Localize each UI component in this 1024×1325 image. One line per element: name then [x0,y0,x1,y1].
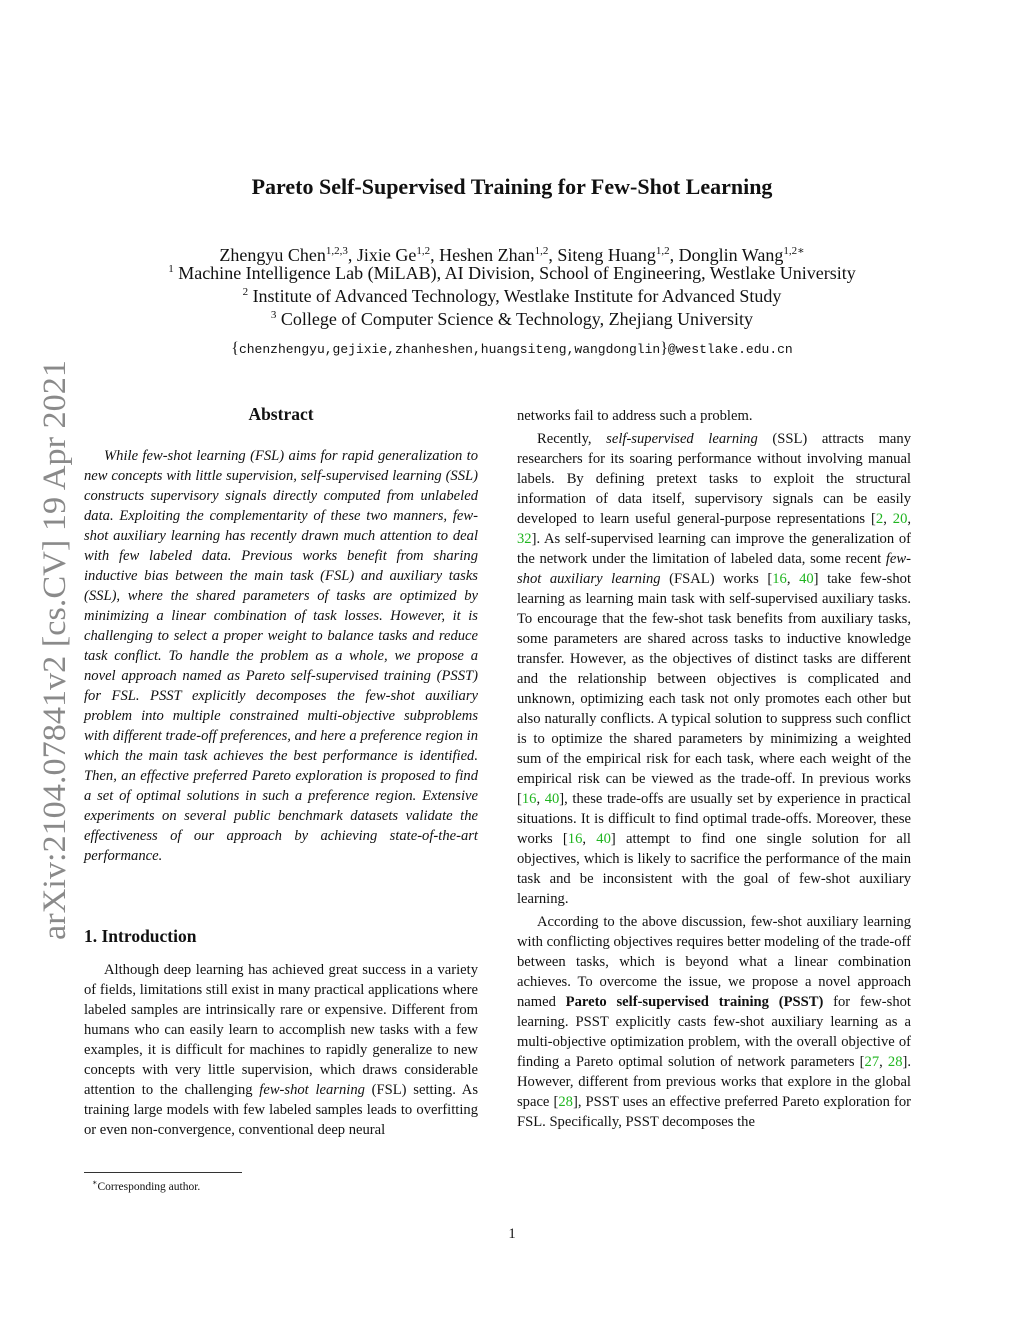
citation-link[interactable]: 40 [596,831,611,847]
citation-link[interactable]: 2 [875,511,884,527]
abstract-heading: Abstract [248,404,314,424]
citation-link[interactable]: 27 [864,1054,880,1070]
affiliation-3 [0,309,1024,330]
affil-text: College of Computer Science & Technology, Zhejiang University [280,309,754,329]
paragraph-psst: According to the above discussion, few-shot auxiliary learning with conflicting objectives requires better modeling of the trade-off between tasks, which is beyond what a linear combination achieves. To overcome the issue, we propose a novel approach named Pareto self-supervised training (PSST) for few-shot learning. PSST explicitly casts few-shot auxiliary learning as a multi-objective optimization problem, with the overall objective of finding a Pareto optimal solution of network parameters [27, 28]. However, different from previous works that explore in the global space [28], PSST uses an effective preferred Pareto exploration for FSL. Specifically, PSST decomposes the [517,914,912,1130]
email-names: chenzhengyu,gejixie,zhanheshen,huangsiteng,wangdonglin [238,342,661,357]
citation-link[interactable]: 40 [799,571,814,587]
introduction-left-column [84,960,478,1140]
affil-text: Institute of Advanced Technology, Westlake Institute for Advanced Study [252,286,782,306]
affil-number: 3 [270,309,277,321]
author-name: Zhengyu Chen [219,245,326,265]
affil-number: 1 [168,263,174,275]
author-emails [0,340,1024,358]
footnote [92,1178,200,1193]
citation-link[interactable]: 16 [772,571,787,587]
author-affil-sup: 1,2,3 [325,245,348,257]
citation-link[interactable]: 32 [517,531,532,547]
footnote-rule [84,1172,242,1173]
author-affil-sup: 1,2 [655,245,670,257]
affil-number: 2 [242,286,249,298]
arxiv-stamp-text: arXiv:2104.07841v2 [cs.CV] 19 Apr 2021 [37,380,73,940]
author-list: Zhengyu Chen$^{1,2,3}$, Jixie Ge$^{1,2}$, Heshen Zhan$^{1,2}$, Siteng Huang$^{1,2}$, Donglin Wang$^{1,2∗}$ [219,245,805,265]
author-affil-sup: 1,2 [416,245,431,257]
paragraph-ssl: Recently, self-supervised learning (SSL) attracts many researchers for its soaring performance without involving manual labels. By defining pretext tasks to exploit the structural information of data itself, supervisory signals can be easily developed to learn useful general-purpose representations [2, 20, 32]. As self-supervised learning can improve the generalization of the network under the limitation of labeled data, some recent few-shot auxiliary learning (FSAL) works [16, 40] take few-shot learning as learning main task with self-supervised auxiliary tasks. To encourage that the few-shot task benefits from auxiliary tasks, some parameters are shared across tasks to inductive knowledge transfer. However, as the objectives of distinct tasks are different and the relationship between objectives is complicated and unknown, optimizing each task not only promotes each other but also naturally conflicts. A typical solution to suppress such conflict is to optimize the shared parameters by minimizing a weighted sum of the empirical risk for each task, where each weight of the empirical risk can be viewed as the trade-off. In previous works [16, 40], these trade-offs are usually set by experience in practical situations. It is difficult to find optimal trade-offs. Moreover, these works [16, 40] attempt to find one single solution for all objectives, which is likely to sacrifice the performance of the main task and be inconsistent with the goal of few-shot auxiliary learning. [517,431,912,907]
abstract-body [84,446,478,866]
page-number: 1 [508,1226,516,1242]
abstract-text: While few-shot learning (FSL) aims for rapid generalization to new concepts with little supervision, self-supervised learning (SSL) constructs supervisory signals directly computed from unlabeled data. Exploiting the complementarity of these two manners, few-shot auxiliary learning has recently drawn much attention to deal with few labeled data. Previous works benefit from sharing inductive bias between the main task (FSL) and auxiliary tasks (SSL), where the shared parameters of tasks are optimized by minimizing a linear combination of task losses. However, it is challenging to select a proper weight to balance tasks and reduce task conflict. To handle the problem as a whole, we propose a novel approach named as Pareto self-supervised training (PSST) for FSL. PSST explicitly decomposes the few-shot auxiliary problem into multiple constrained multi-objective subproblems with different trade-off preferences, and here a preference region in which the main task achieves the best performance is identified. Then, an effective preferred Pareto exploration is proposed to find a set of optimal solutions in such a preference region. Extensive experiments on several public benchmark datasets validate the effectiveness of our approach by achieving state-of-the-art performance. [84,448,478,864]
author-name: Heshen Zhan [439,245,535,265]
intro-paragraph-1: Although deep learning has achieved great success in a variety of fields, limitations still exist in many practical applications where labeled samples are intrinsically rare or expensive. Different from humans who can easily learn to accomplish new tasks with a few examples, it is difficult for machines to rapidly generalize to new concepts with very little supervision, which draws considerable attention to the challenging few-shot learning (FSL) setting. As training large models with few labeled samples leads to overfitting or even non-convergence, conventional deep neural [84,962,478,1138]
right-column [517,406,911,1132]
citation-link[interactable]: 28 [558,1094,573,1110]
affiliation-1 [0,263,1024,284]
citation-link[interactable]: 16 [521,791,537,807]
affiliation-2 [0,286,1024,307]
paragraph-continuation: networks fail to address such a problem. [517,408,753,424]
author-name: Donglin Wang [678,245,784,265]
citation-link[interactable]: 40 [544,791,560,807]
footnote-text: Corresponding author. [97,1180,201,1193]
email-domain: @westlake.edu.cn [667,342,793,357]
email-brace-close: } [660,340,668,357]
citation-link[interactable]: 28 [887,1054,903,1070]
author-name: Jixie Ge [356,245,417,265]
section-heading-introduction: 1. Introduction [84,926,197,946]
affil-text: Machine Intelligence Lab (MiLAB), AI Division, School of Engineering, Westlake University [178,263,856,283]
author-affil-sup: 1,2 [534,245,549,257]
author-name: Siteng Huang [557,245,656,265]
paper-title: Pareto Self-Supervised Training for Few-Shot Learning [251,174,773,199]
footnote-mark: ∗ [92,1178,98,1187]
author-affil-sup: 1,2∗ [783,245,805,257]
citation-link[interactable]: 16 [567,831,583,847]
citation-link[interactable]: 20 [892,511,908,527]
email-brace-open: { [231,340,239,357]
arxiv-side-stamp [20,350,80,950]
